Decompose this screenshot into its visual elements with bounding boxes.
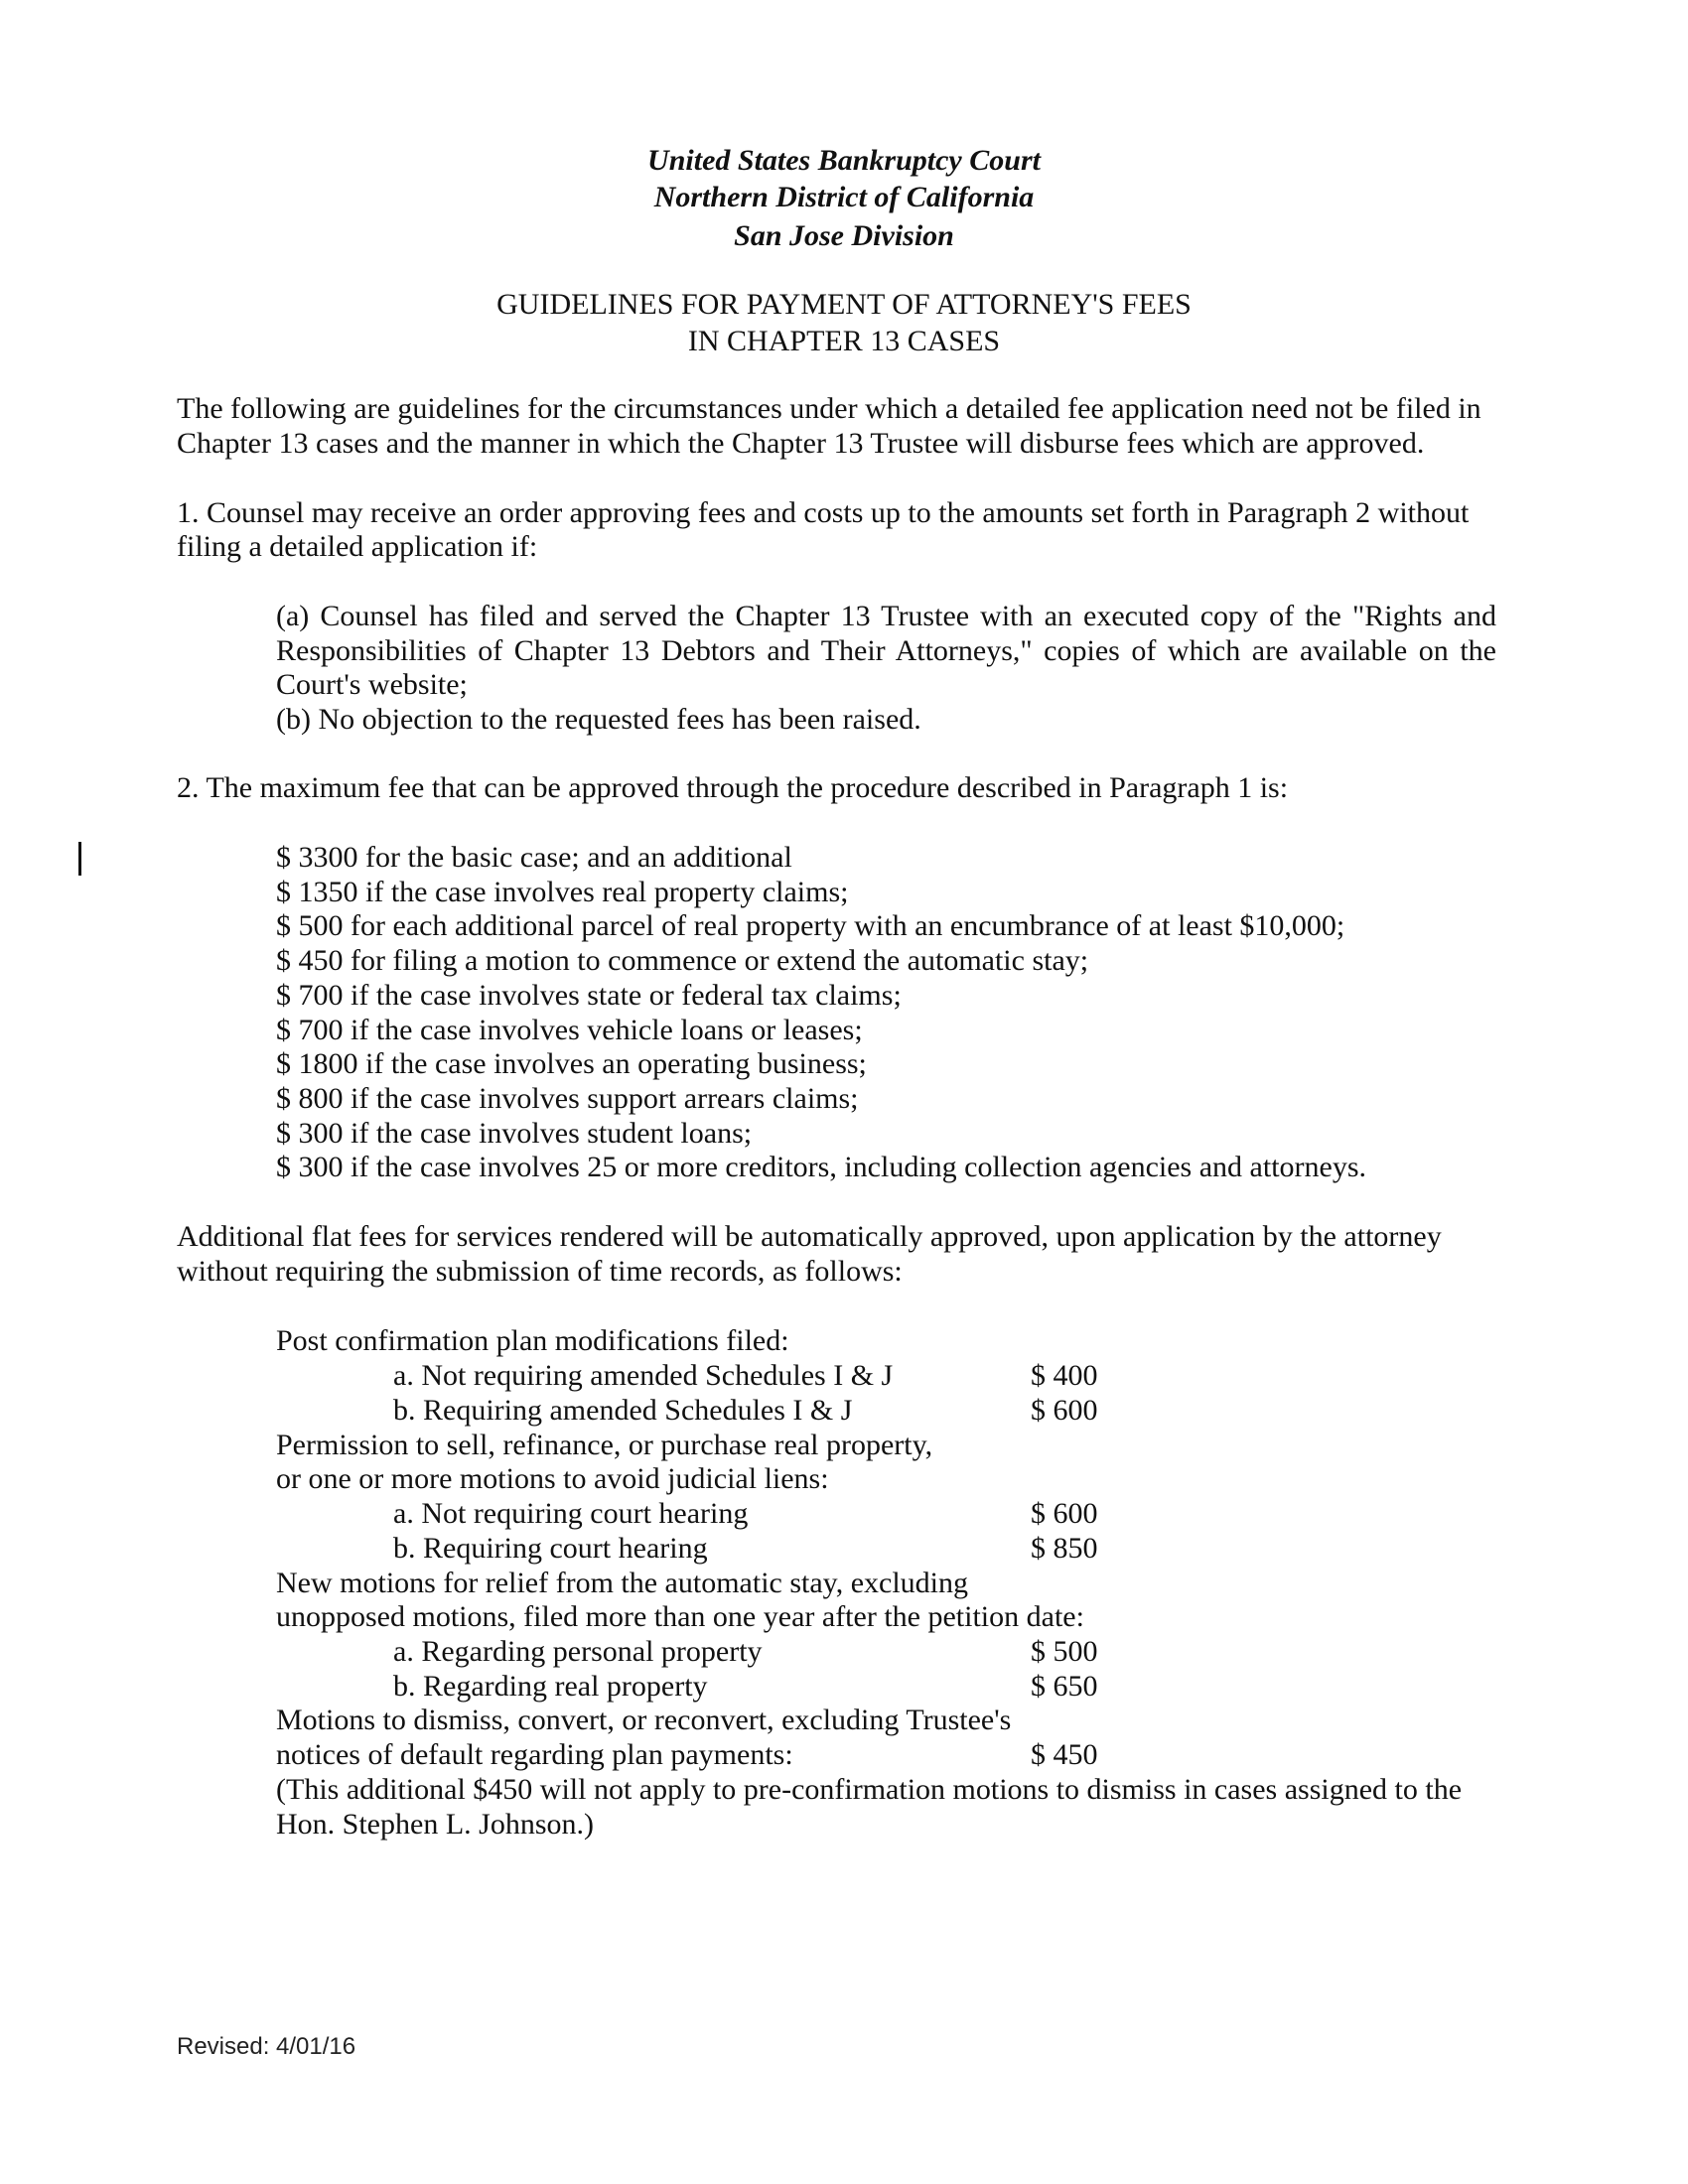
flat-fee-category: New motions for relief from the automatic stay, excluding: [276, 1567, 969, 1599]
condition-b: (b) No objection to the requested fees has been raised.: [276, 703, 921, 736]
division-name: San Jose Division: [734, 219, 954, 252]
flat-fee-category: notices of default regarding plan payments:: [276, 1738, 793, 1771]
condition-a: Court's website;: [276, 668, 468, 701]
flat-fee-item: b. Requiring court hearing: [393, 1532, 708, 1565]
flat-fee-category: Motions to dismiss, convert, or reconvert, excluding Trustee's: [276, 1704, 1012, 1736]
document-title: GUIDELINES FOR PAYMENT OF ATTORNEY'S FEES: [496, 288, 1192, 321]
condition-a: (a) Counsel has filed and served the Chapter 13 Trustee with an executed copy of the "Rights and: [276, 600, 1496, 632]
flat-fee-amount: $ 500: [1031, 1635, 1098, 1668]
note: (This additional $450 will not apply to pre-confirmation motions to dismiss in cases assigned to the: [276, 1773, 1463, 1806]
intro-line: Chapter 13 cases and the manner in which the Chapter 13 Trustee will disburse fees which are approved.: [177, 427, 1425, 460]
fee-item: $ 1350 if the case involves real property claims;: [276, 876, 849, 908]
paragraph-1: 1. Counsel may receive an order approving fees and costs up to the amounts set forth in Paragraph 2 without: [177, 496, 1470, 529]
fee-item: $ 3300 for the basic case; and an additional: [276, 841, 792, 874]
flat-fee-category: Post confirmation plan modifications filed:: [276, 1324, 789, 1357]
document-subtitle: IN CHAPTER 13 CASES: [687, 325, 1001, 357]
fee-item: $ 700 if the case involves state or federal tax claims;: [276, 979, 902, 1012]
fee-item: $ 300 if the case involves student loans;: [276, 1117, 753, 1150]
district-name: Northern District of California: [653, 181, 1035, 213]
flat-fee-amount: $ 850: [1031, 1532, 1098, 1565]
flat-fee-amount: $ 600: [1031, 1497, 1098, 1530]
additional-fees-intro: without requiring the submission of time records, as follows:: [177, 1255, 903, 1288]
flat-fee-amount: $ 650: [1031, 1670, 1098, 1703]
flat-fee-amount: $ 400: [1031, 1359, 1098, 1392]
fee-item: $ 700 if the case involves vehicle loans or leases;: [276, 1014, 863, 1046]
flat-fee-category: or one or more motions to avoid judicial liens:: [276, 1462, 829, 1495]
flat-fee-item: a. Regarding personal property: [393, 1635, 763, 1668]
fee-item: $ 800 if the case involves support arrears claims;: [276, 1082, 859, 1115]
condition-a: Responsibilities of Chapter 13 Debtors and Their Attorneys," copies of which are available on the: [276, 634, 1496, 667]
intro-line: The following are guidelines for the circumstances under which a detailed fee application need not be filed in: [177, 392, 1481, 425]
paragraph-2: 2. The maximum fee that can be approved through the procedure described in Paragraph 1 is:: [177, 771, 1289, 804]
flat-fee-item: b. Regarding real property: [393, 1670, 708, 1703]
fee-item: $ 300 if the case involves 25 or more creditors, including collection agencies and attorneys.: [276, 1151, 1367, 1183]
court-name: United States Bankruptcy Court: [647, 144, 1041, 177]
flat-fee-item: a. Not requiring court hearing: [393, 1497, 749, 1530]
flat-fee-amount: $ 450: [1031, 1738, 1098, 1771]
note: Hon. Stephen L. Johnson.): [276, 1808, 594, 1841]
flat-fee-amount: $ 600: [1031, 1394, 1098, 1427]
fee-item: $ 1800 if the case involves an operating business;: [276, 1047, 867, 1080]
flat-fee-category: unopposed motions, filed more than one year after the petition date:: [276, 1600, 1084, 1633]
additional-fees-intro: Additional flat fees for services rendered will be automatically approved, upon application by the attorney: [177, 1220, 1442, 1253]
revision-date: Revised: 4/01/16: [177, 2033, 356, 2060]
flat-fee-item: b. Requiring amended Schedules I & J: [393, 1394, 853, 1427]
flat-fee-item: a. Not requiring amended Schedules I & J: [393, 1359, 894, 1392]
fee-item: $ 500 for each additional parcel of real property with an encumbrance of at least $10,000;: [276, 909, 1345, 942]
flat-fee-category: Permission to sell, refinance, or purchase real property,: [276, 1429, 933, 1461]
fee-item: $ 450 for filing a motion to commence or extend the automatic stay;: [276, 944, 1089, 977]
text-cursor: [78, 842, 81, 876]
paragraph-1: filing a detailed application if:: [177, 530, 538, 563]
